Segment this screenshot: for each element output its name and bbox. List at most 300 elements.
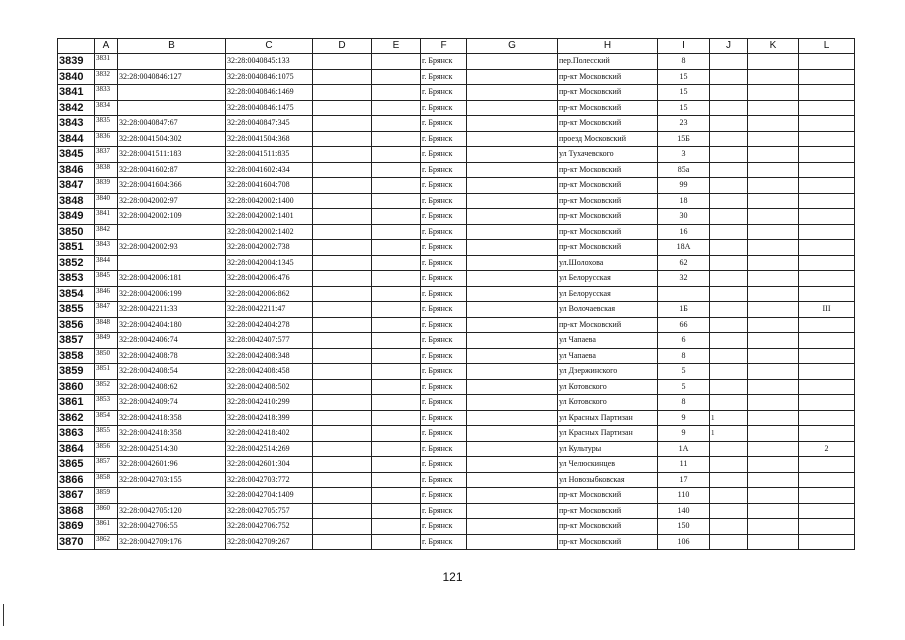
cell-a[interactable]: 3855 (95, 426, 118, 442)
cell-h[interactable]: ул Чапаева (558, 333, 658, 349)
row-number[interactable]: 3840 (58, 69, 95, 85)
cell-f[interactable]: г. Брянск (421, 519, 467, 535)
cell-c[interactable]: 32:28:0042002:1400 (226, 193, 313, 209)
cell-e[interactable] (372, 147, 421, 163)
cell-d[interactable] (313, 85, 372, 101)
cell-b[interactable] (118, 85, 226, 101)
cell-j[interactable]: 1 (710, 426, 748, 442)
cell-k[interactable] (748, 255, 799, 271)
cell-c[interactable]: 32:28:0042408:502 (226, 379, 313, 395)
cell-b[interactable]: 32:28:0042409:74 (118, 395, 226, 411)
cell-g[interactable] (467, 162, 558, 178)
cell-k[interactable] (748, 162, 799, 178)
row-number[interactable]: 3847 (58, 178, 95, 194)
cell-g[interactable] (467, 209, 558, 225)
cell-d[interactable] (313, 534, 372, 550)
cell-g[interactable] (467, 457, 558, 473)
cell-j[interactable] (710, 348, 748, 364)
cell-b[interactable]: 32:28:0042406:74 (118, 333, 226, 349)
cell-h[interactable]: ул Челюскинцев (558, 457, 658, 473)
row-number[interactable]: 3841 (58, 85, 95, 101)
cell-b[interactable] (118, 255, 226, 271)
cell-b[interactable] (118, 54, 226, 70)
cell-g[interactable] (467, 271, 558, 287)
cell-h[interactable]: ул Дзержинского (558, 364, 658, 380)
cell-d[interactable] (313, 379, 372, 395)
cell-i[interactable]: 32 (658, 271, 710, 287)
cell-c[interactable]: 32:28:0041504:368 (226, 131, 313, 147)
cell-c[interactable]: 32:28:0040846:1469 (226, 85, 313, 101)
cell-c[interactable]: 32:28:0042002:738 (226, 240, 313, 256)
cell-e[interactable] (372, 271, 421, 287)
cell-e[interactable] (372, 472, 421, 488)
cell-a[interactable]: 3847 (95, 302, 118, 318)
cell-l[interactable] (799, 379, 855, 395)
cell-f[interactable]: г. Брянск (421, 503, 467, 519)
cell-h[interactable]: пр-кт Московский (558, 116, 658, 132)
cell-j[interactable] (710, 224, 748, 240)
cell-e[interactable] (372, 69, 421, 85)
cell-k[interactable] (748, 441, 799, 457)
row-number[interactable]: 3865 (58, 457, 95, 473)
cell-j[interactable] (710, 333, 748, 349)
cell-f[interactable]: г. Брянск (421, 147, 467, 163)
cell-h[interactable]: ул Культуры (558, 441, 658, 457)
row-number[interactable]: 3870 (58, 534, 95, 550)
cell-e[interactable] (372, 85, 421, 101)
cell-d[interactable] (313, 255, 372, 271)
cell-d[interactable] (313, 457, 372, 473)
cell-g[interactable] (467, 503, 558, 519)
cell-a[interactable]: 3837 (95, 147, 118, 163)
cell-h[interactable]: ул Белорусская (558, 271, 658, 287)
cell-b[interactable]: 32:28:0042408:54 (118, 364, 226, 380)
cell-f[interactable]: г. Брянск (421, 364, 467, 380)
cell-d[interactable] (313, 147, 372, 163)
cell-l[interactable] (799, 100, 855, 116)
cell-f[interactable]: г. Брянск (421, 85, 467, 101)
cell-l[interactable] (799, 162, 855, 178)
cell-k[interactable] (748, 457, 799, 473)
cell-f[interactable]: г. Брянск (421, 317, 467, 333)
cell-a[interactable]: 3853 (95, 395, 118, 411)
cell-i[interactable]: 3 (658, 147, 710, 163)
cell-h[interactable]: ул Новозыбковская (558, 472, 658, 488)
cell-i[interactable]: 8 (658, 348, 710, 364)
cell-l[interactable] (799, 395, 855, 411)
cell-g[interactable] (467, 333, 558, 349)
cell-i[interactable]: 150 (658, 519, 710, 535)
cell-e[interactable] (372, 116, 421, 132)
cell-j[interactable] (710, 271, 748, 287)
cell-h[interactable]: пр-кт Московский (558, 178, 658, 194)
row-number[interactable]: 3864 (58, 441, 95, 457)
row-number[interactable]: 3852 (58, 255, 95, 271)
cell-i[interactable]: 9 (658, 410, 710, 426)
cell-c[interactable]: 32:28:0042418:399 (226, 410, 313, 426)
cell-l[interactable] (799, 240, 855, 256)
cell-a[interactable]: 3845 (95, 271, 118, 287)
cell-e[interactable] (372, 348, 421, 364)
cell-i[interactable]: 23 (658, 116, 710, 132)
cell-a[interactable]: 3849 (95, 333, 118, 349)
cell-e[interactable] (372, 302, 421, 318)
cell-k[interactable] (748, 224, 799, 240)
cell-h[interactable]: пр-кт Московский (558, 100, 658, 116)
cell-a[interactable]: 3857 (95, 457, 118, 473)
cell-j[interactable] (710, 69, 748, 85)
row-number[interactable]: 3854 (58, 286, 95, 302)
cell-h[interactable]: ул Красных Партизан (558, 426, 658, 442)
cell-l[interactable] (799, 472, 855, 488)
cell-h[interactable]: ул Чапаева (558, 348, 658, 364)
cell-k[interactable] (748, 178, 799, 194)
cell-b[interactable]: 32:28:0042418:358 (118, 410, 226, 426)
cell-e[interactable] (372, 519, 421, 535)
cell-g[interactable] (467, 441, 558, 457)
cell-b[interactable]: 32:28:0042705:120 (118, 503, 226, 519)
cell-e[interactable] (372, 488, 421, 504)
cell-j[interactable] (710, 255, 748, 271)
cell-h[interactable]: пр-кт Московский (558, 224, 658, 240)
cell-g[interactable] (467, 488, 558, 504)
cell-k[interactable] (748, 410, 799, 426)
cell-e[interactable] (372, 426, 421, 442)
cell-d[interactable] (313, 162, 372, 178)
cell-d[interactable] (313, 54, 372, 70)
cell-i[interactable]: 66 (658, 317, 710, 333)
cell-j[interactable] (710, 503, 748, 519)
cell-l[interactable] (799, 54, 855, 70)
cell-k[interactable] (748, 54, 799, 70)
cell-i[interactable]: 5 (658, 379, 710, 395)
cell-j[interactable] (710, 178, 748, 194)
cell-f[interactable]: г. Брянск (421, 379, 467, 395)
cell-i[interactable]: 8 (658, 395, 710, 411)
cell-f[interactable]: г. Брянск (421, 426, 467, 442)
row-number[interactable]: 3850 (58, 224, 95, 240)
cell-k[interactable] (748, 395, 799, 411)
cell-h[interactable]: ул Волочаевская (558, 302, 658, 318)
cell-a[interactable]: 3843 (95, 240, 118, 256)
cell-c[interactable]: 32:28:0042407:577 (226, 333, 313, 349)
cell-h[interactable]: ул Красных Партизан (558, 410, 658, 426)
cell-h[interactable]: пр-кт Московский (558, 534, 658, 550)
cell-e[interactable] (372, 395, 421, 411)
cell-e[interactable] (372, 224, 421, 240)
cell-l[interactable] (799, 364, 855, 380)
row-number[interactable]: 3863 (58, 426, 95, 442)
cell-g[interactable] (467, 54, 558, 70)
cell-c[interactable]: 32:28:0042601:304 (226, 457, 313, 473)
cell-k[interactable] (748, 147, 799, 163)
cell-h[interactable]: пр-кт Московский (558, 193, 658, 209)
cell-j[interactable]: 1 (710, 410, 748, 426)
cell-e[interactable] (372, 255, 421, 271)
row-number[interactable]: 3853 (58, 271, 95, 287)
cell-b[interactable] (118, 224, 226, 240)
cell-j[interactable] (710, 100, 748, 116)
cell-c[interactable]: 32:28:0042006:476 (226, 271, 313, 287)
cell-j[interactable] (710, 85, 748, 101)
cell-l[interactable] (799, 410, 855, 426)
row-number[interactable]: 3867 (58, 488, 95, 504)
cell-j[interactable] (710, 147, 748, 163)
cell-b[interactable]: 32:28:0042703:155 (118, 472, 226, 488)
cell-i[interactable]: 18 (658, 193, 710, 209)
cell-d[interactable] (313, 395, 372, 411)
cell-b[interactable]: 32:28:0041602:87 (118, 162, 226, 178)
cell-j[interactable] (710, 317, 748, 333)
cell-h[interactable]: ул Тухачевского (558, 147, 658, 163)
cell-h[interactable]: пер.Полесский (558, 54, 658, 70)
cell-l[interactable] (799, 255, 855, 271)
cell-h[interactable]: ул Белорусская (558, 286, 658, 302)
cell-f[interactable]: г. Брянск (421, 224, 467, 240)
cell-c[interactable]: 32:28:0042709:267 (226, 534, 313, 550)
cell-c[interactable]: 32:28:0042006:862 (226, 286, 313, 302)
cell-k[interactable] (748, 472, 799, 488)
cell-b[interactable]: 32:28:0040846:127 (118, 69, 226, 85)
cell-i[interactable]: 15 (658, 100, 710, 116)
cell-k[interactable] (748, 85, 799, 101)
cell-i[interactable]: 15 (658, 69, 710, 85)
cell-e[interactable] (372, 379, 421, 395)
cell-g[interactable] (467, 395, 558, 411)
cell-d[interactable] (313, 69, 372, 85)
cell-k[interactable] (748, 209, 799, 225)
cell-l[interactable] (799, 69, 855, 85)
cell-h[interactable]: пр-кт Московский (558, 240, 658, 256)
cell-c[interactable]: 32:28:0042408:458 (226, 364, 313, 380)
cell-d[interactable] (313, 472, 372, 488)
cell-b[interactable]: 32:28:0042006:199 (118, 286, 226, 302)
row-number[interactable]: 3839 (58, 54, 95, 70)
cell-l[interactable]: 2 (799, 441, 855, 457)
cell-c[interactable]: 32:28:0042705:757 (226, 503, 313, 519)
cell-l[interactable] (799, 519, 855, 535)
cell-b[interactable]: 32:28:0042404:180 (118, 317, 226, 333)
cell-h[interactable]: пр-кт Московский (558, 209, 658, 225)
cell-k[interactable] (748, 426, 799, 442)
cell-k[interactable] (748, 333, 799, 349)
cell-a[interactable]: 3831 (95, 54, 118, 70)
cell-i[interactable]: 62 (658, 255, 710, 271)
row-number[interactable]: 3845 (58, 147, 95, 163)
cell-h[interactable]: пр-кт Московский (558, 85, 658, 101)
cell-e[interactable] (372, 503, 421, 519)
cell-g[interactable] (467, 85, 558, 101)
cell-g[interactable] (467, 302, 558, 318)
cell-d[interactable] (313, 348, 372, 364)
cell-f[interactable]: г. Брянск (421, 116, 467, 132)
cell-l[interactable] (799, 271, 855, 287)
cell-a[interactable]: 3836 (95, 131, 118, 147)
cell-d[interactable] (313, 224, 372, 240)
row-number[interactable]: 3848 (58, 193, 95, 209)
cell-c[interactable]: 32:28:0042004:1345 (226, 255, 313, 271)
row-number[interactable]: 3842 (58, 100, 95, 116)
cell-l[interactable]: III (799, 302, 855, 318)
cell-f[interactable]: г. Брянск (421, 69, 467, 85)
cell-c[interactable]: 32:28:0042410:299 (226, 395, 313, 411)
cell-k[interactable] (748, 100, 799, 116)
cell-d[interactable] (313, 209, 372, 225)
cell-f[interactable]: г. Брянск (421, 54, 467, 70)
cell-e[interactable] (372, 178, 421, 194)
cell-f[interactable]: г. Брянск (421, 472, 467, 488)
cell-f[interactable]: г. Брянск (421, 333, 467, 349)
cell-c[interactable]: 32:28:0041604:708 (226, 178, 313, 194)
cell-j[interactable] (710, 364, 748, 380)
cell-b[interactable]: 32:28:0042601:96 (118, 457, 226, 473)
cell-g[interactable] (467, 286, 558, 302)
cell-h[interactable]: пр-кт Московский (558, 519, 658, 535)
cell-g[interactable] (467, 364, 558, 380)
cell-d[interactable] (313, 410, 372, 426)
cell-g[interactable] (467, 116, 558, 132)
cell-a[interactable]: 3834 (95, 100, 118, 116)
cell-b[interactable]: 32:28:0042514:30 (118, 441, 226, 457)
cell-i[interactable]: 11 (658, 457, 710, 473)
cell-f[interactable]: г. Брянск (421, 286, 467, 302)
cell-d[interactable] (313, 441, 372, 457)
cell-a[interactable]: 3850 (95, 348, 118, 364)
cell-e[interactable] (372, 333, 421, 349)
row-number[interactable]: 3849 (58, 209, 95, 225)
cell-f[interactable]: г. Брянск (421, 240, 467, 256)
row-number[interactable]: 3869 (58, 519, 95, 535)
cell-a[interactable]: 3838 (95, 162, 118, 178)
cell-j[interactable] (710, 193, 748, 209)
cell-l[interactable] (799, 147, 855, 163)
cell-c[interactable]: 32:28:0042514:269 (226, 441, 313, 457)
cell-e[interactable] (372, 457, 421, 473)
cell-a[interactable]: 3842 (95, 224, 118, 240)
row-number[interactable]: 3851 (58, 240, 95, 256)
row-number[interactable]: 3860 (58, 379, 95, 395)
cell-c[interactable]: 32:28:0042418:402 (226, 426, 313, 442)
cell-l[interactable] (799, 193, 855, 209)
cell-a[interactable]: 3852 (95, 379, 118, 395)
cell-b[interactable]: 32:28:0042408:62 (118, 379, 226, 395)
cell-l[interactable] (799, 426, 855, 442)
cell-a[interactable]: 3862 (95, 534, 118, 550)
cell-f[interactable]: г. Брянск (421, 131, 467, 147)
cell-e[interactable] (372, 193, 421, 209)
cell-l[interactable] (799, 348, 855, 364)
cell-d[interactable] (313, 271, 372, 287)
cell-l[interactable] (799, 488, 855, 504)
cell-b[interactable]: 32:28:0042002:97 (118, 193, 226, 209)
row-number[interactable]: 3843 (58, 116, 95, 132)
cell-a[interactable]: 3839 (95, 178, 118, 194)
cell-h[interactable]: ул Котовского (558, 379, 658, 395)
cell-g[interactable] (467, 472, 558, 488)
cell-i[interactable]: 1Б (658, 302, 710, 318)
cell-l[interactable] (799, 116, 855, 132)
cell-i[interactable]: 6 (658, 333, 710, 349)
cell-h[interactable]: пр-кт Московский (558, 503, 658, 519)
cell-i[interactable]: 106 (658, 534, 710, 550)
cell-j[interactable] (710, 162, 748, 178)
cell-k[interactable] (748, 193, 799, 209)
row-number[interactable]: 3857 (58, 333, 95, 349)
cell-d[interactable] (313, 426, 372, 442)
cell-f[interactable]: г. Брянск (421, 348, 467, 364)
cell-b[interactable]: 32:28:0042006:181 (118, 271, 226, 287)
cell-b[interactable]: 32:28:0041504:302 (118, 131, 226, 147)
cell-d[interactable] (313, 286, 372, 302)
cell-j[interactable] (710, 240, 748, 256)
cell-d[interactable] (313, 100, 372, 116)
row-number[interactable]: 3861 (58, 395, 95, 411)
cell-f[interactable]: г. Брянск (421, 162, 467, 178)
cell-a[interactable]: 3848 (95, 317, 118, 333)
cell-j[interactable] (710, 209, 748, 225)
cell-g[interactable] (467, 178, 558, 194)
cell-e[interactable] (372, 410, 421, 426)
cell-a[interactable]: 3856 (95, 441, 118, 457)
cell-f[interactable]: г. Брянск (421, 255, 467, 271)
cell-e[interactable] (372, 162, 421, 178)
cell-b[interactable] (118, 488, 226, 504)
cell-a[interactable]: 3861 (95, 519, 118, 535)
cell-g[interactable] (467, 69, 558, 85)
cell-j[interactable] (710, 286, 748, 302)
cell-d[interactable] (313, 333, 372, 349)
cell-j[interactable] (710, 54, 748, 70)
cell-a[interactable]: 3858 (95, 472, 118, 488)
cell-k[interactable] (748, 379, 799, 395)
cell-j[interactable] (710, 302, 748, 318)
cell-d[interactable] (313, 240, 372, 256)
cell-c[interactable]: 32:28:0041511:835 (226, 147, 313, 163)
cell-j[interactable] (710, 488, 748, 504)
cell-a[interactable]: 3846 (95, 286, 118, 302)
cell-k[interactable] (748, 534, 799, 550)
cell-i[interactable]: 110 (658, 488, 710, 504)
row-number[interactable]: 3858 (58, 348, 95, 364)
cell-f[interactable]: г. Брянск (421, 457, 467, 473)
cell-h[interactable]: пр-кт Московский (558, 488, 658, 504)
cell-c[interactable]: 32:28:0042704:1409 (226, 488, 313, 504)
cell-d[interactable] (313, 193, 372, 209)
cell-e[interactable] (372, 364, 421, 380)
cell-l[interactable] (799, 457, 855, 473)
cell-g[interactable] (467, 240, 558, 256)
cell-h[interactable]: пр-кт Московский (558, 162, 658, 178)
cell-a[interactable]: 3833 (95, 85, 118, 101)
cell-c[interactable]: 32:28:0042703:772 (226, 472, 313, 488)
cell-j[interactable] (710, 379, 748, 395)
cell-c[interactable]: 32:28:0042408:348 (226, 348, 313, 364)
cell-d[interactable] (313, 503, 372, 519)
cell-k[interactable] (748, 286, 799, 302)
row-number[interactable]: 3866 (58, 472, 95, 488)
cell-l[interactable] (799, 333, 855, 349)
cell-g[interactable] (467, 534, 558, 550)
cell-k[interactable] (748, 131, 799, 147)
cell-f[interactable]: г. Брянск (421, 410, 467, 426)
cell-a[interactable]: 3841 (95, 209, 118, 225)
cell-f[interactable]: г. Брянск (421, 193, 467, 209)
cell-i[interactable]: 17 (658, 472, 710, 488)
cell-k[interactable] (748, 364, 799, 380)
cell-i[interactable]: 30 (658, 209, 710, 225)
row-number[interactable]: 3856 (58, 317, 95, 333)
cell-e[interactable] (372, 209, 421, 225)
